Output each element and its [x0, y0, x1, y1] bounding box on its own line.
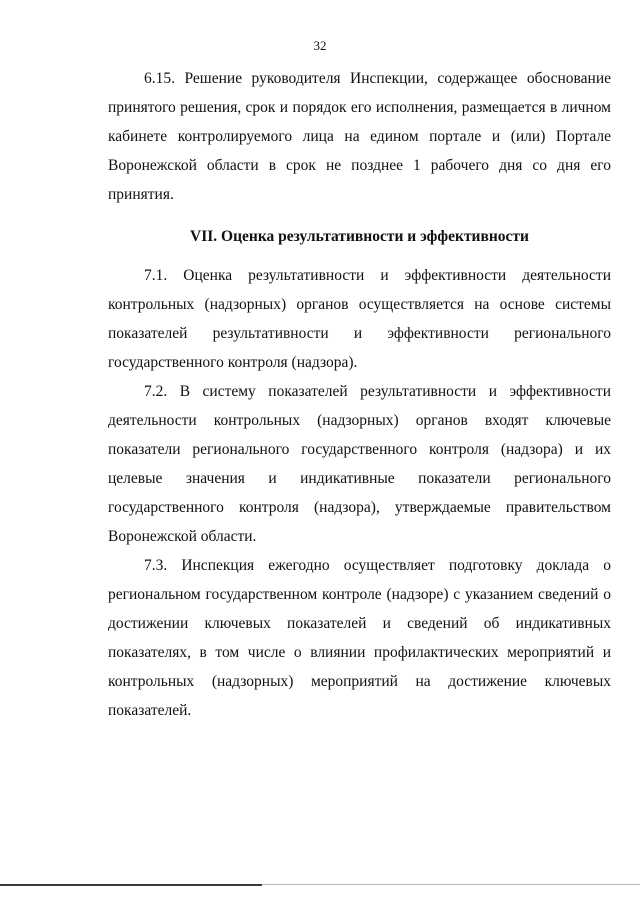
paragraph-7-3: 7.3. Инспекция ежегодно осуществляет подготовку доклада о региональном государственном контроле (надзоре) с указанием сведений о достижении ключевых показателей и сведений об индикативных показателях, в том числе о влиянии профилактических мероприятий и контрольных (надзорных) мероприятий на достижение ключевых показателей. [108, 557, 611, 719]
page-number: 32 [313, 38, 327, 53]
paragraph-7-1: 7.1. Оценка результативности и эффективности деятельности контрольных (надзорных) органов осуществляется на основе системы показателей результативности и эффективности регионального государственного контроля (надзора). [108, 267, 611, 371]
document-body [108, 64, 611, 725]
bottom-divider-accent [0, 884, 262, 886]
paragraph-6-15: 6.15. Решение руководителя Инспекции, содержащее обоснование принятого решения, срок и порядок его исполнения, размещается в личном кабинете контролируемого лица на едином портале и (или) Портале Воронежской области в срок не позднее 1 рабочего дня со дня его принятия. [108, 70, 611, 203]
paragraph-7-2: 7.2. В систему показателей результативности и эффективности деятельности контрольных (надзорных) органов входят ключевые показатели регионального государственного контроля (надзора) и их целевые значения и индикативные показатели регионального государственного контроля (надзора), утверждаемые правительством Воронежской области. [108, 383, 611, 545]
section-heading: VII. Оценка результативности и эффективности [190, 228, 529, 245]
